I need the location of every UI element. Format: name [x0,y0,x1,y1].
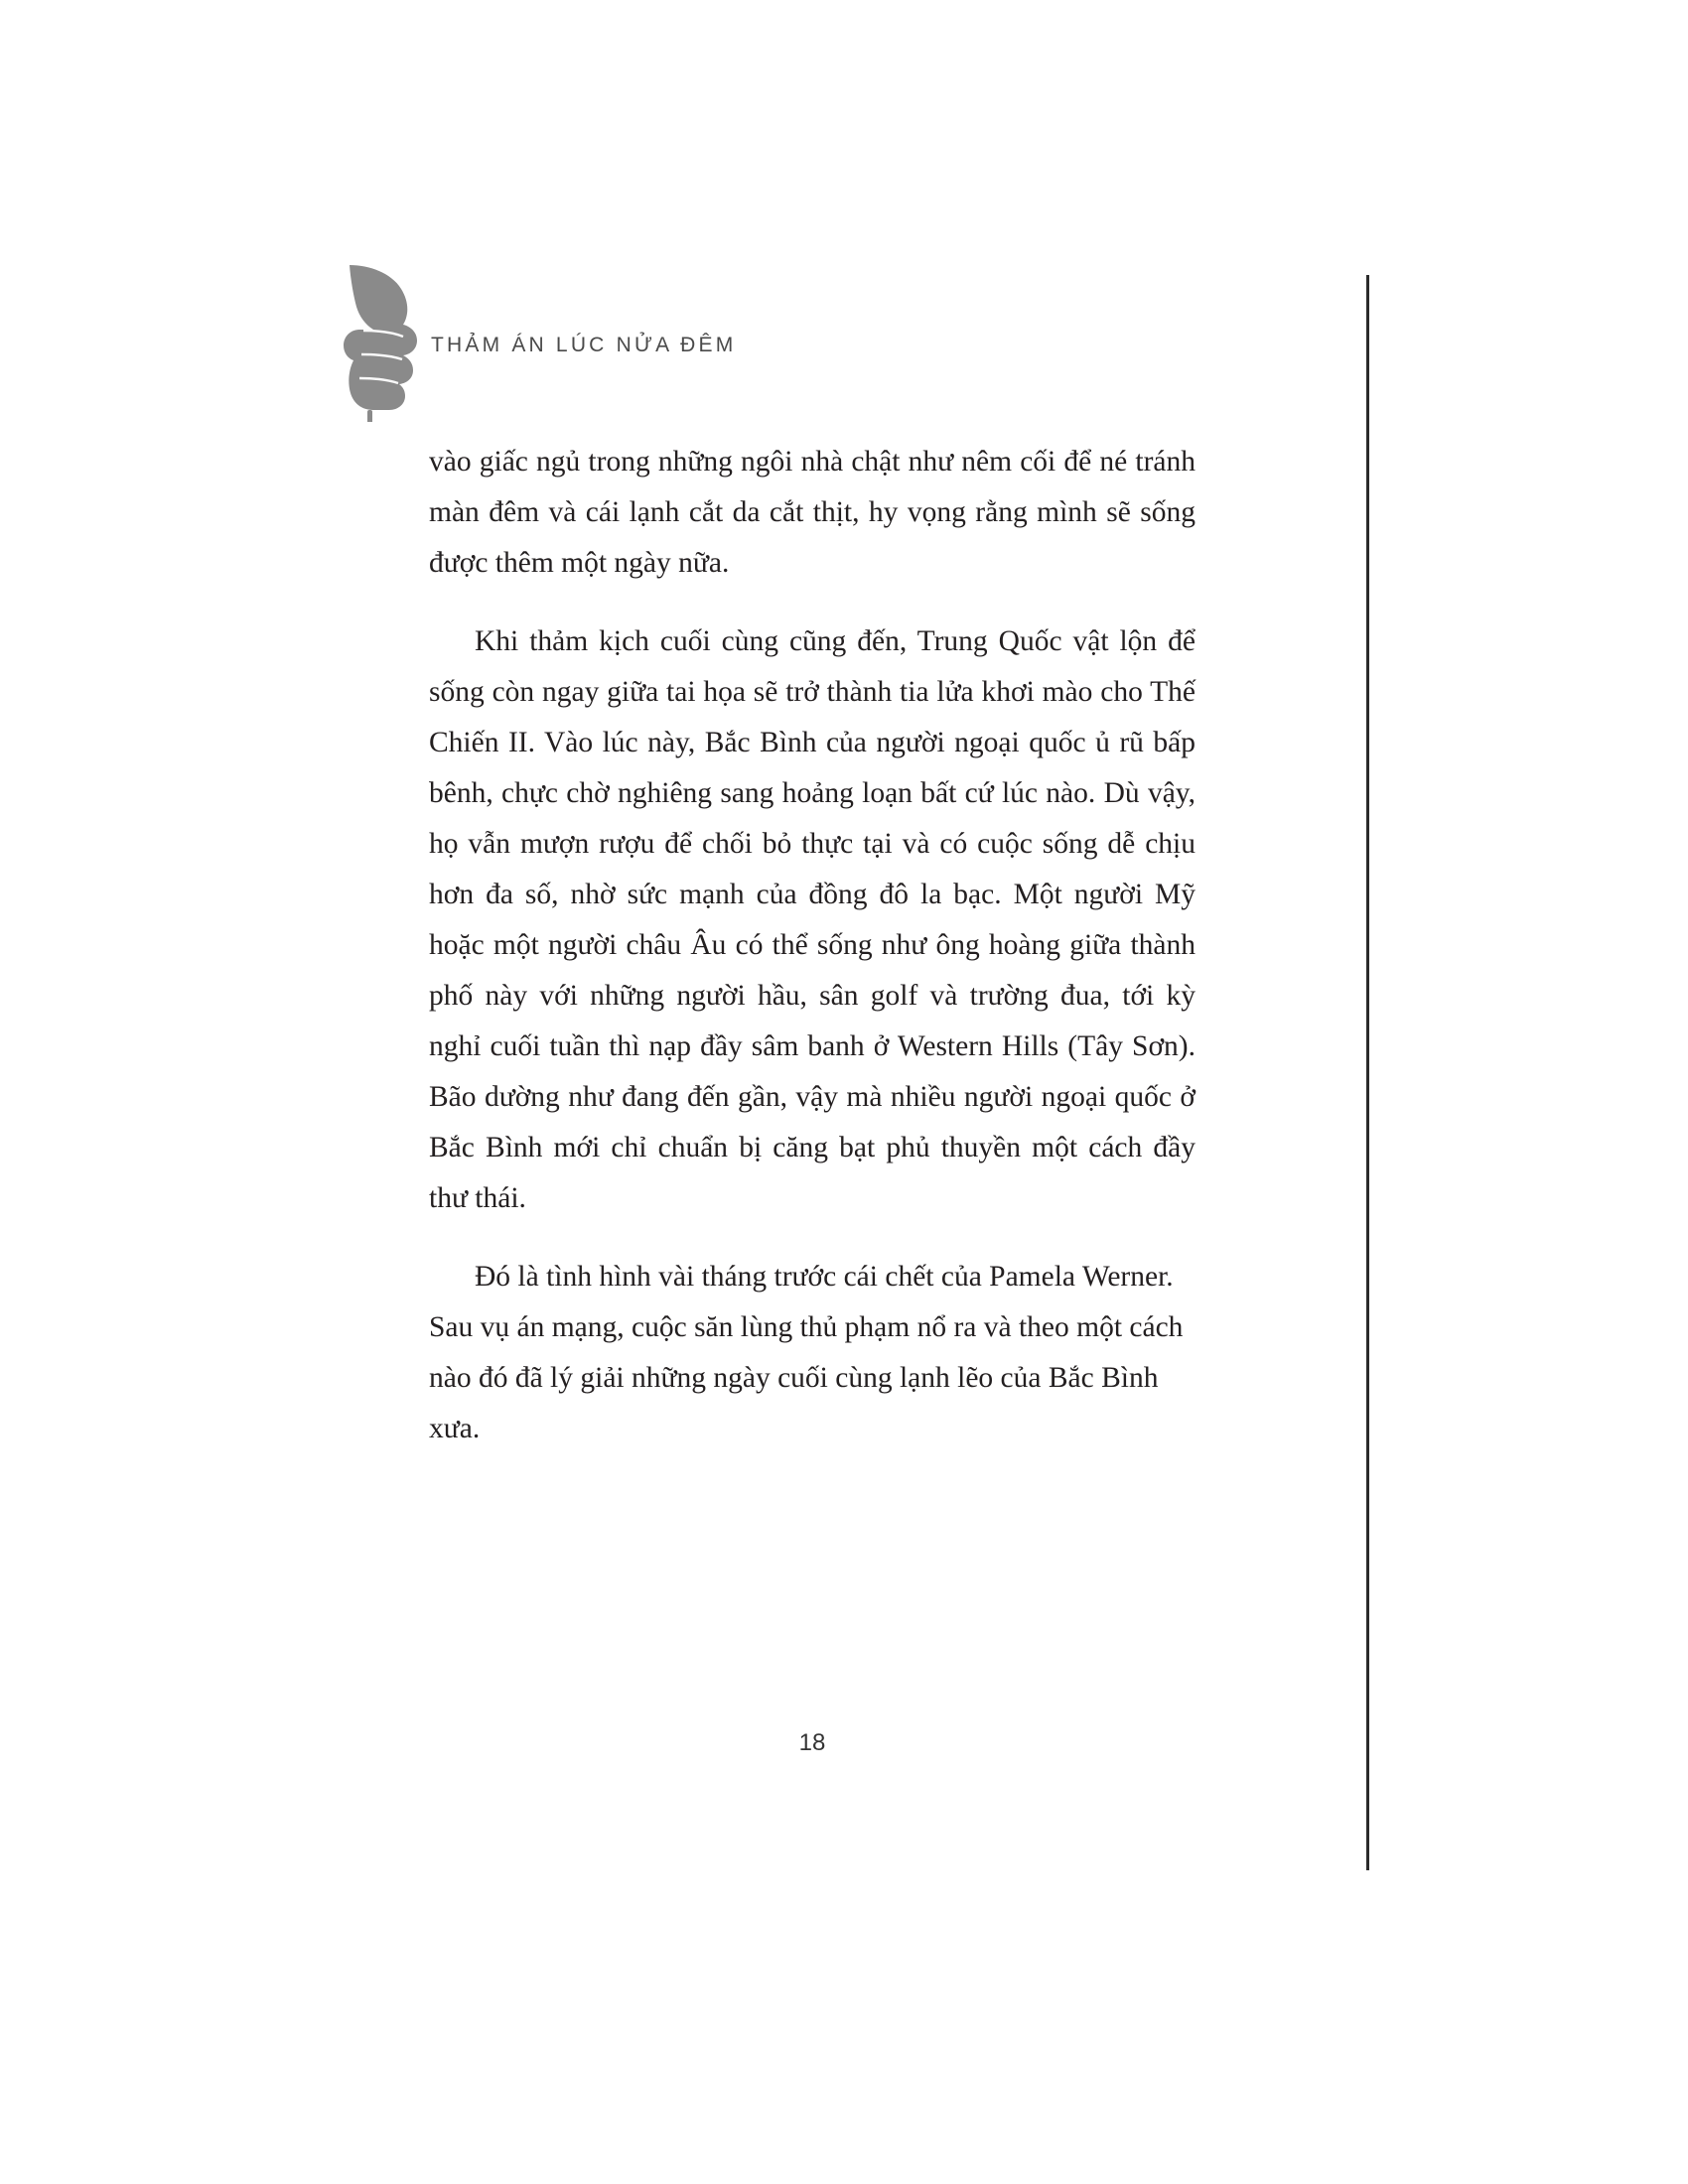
page-edge-rule [1366,275,1369,1870]
paragraph: Đó là tình hình vài tháng trước cái chết của Pamela Werner. Sau vụ án mạng, cuộc săn lùng thủ phạm nổ ra và theo một cách nào đó đã lý giải những ngày cuối cùng lạnh lẽo của Bắc Bình xưa. [429,1261,1184,1444]
page-number: 18 [798,1729,826,1756]
running-head: THẢM ÁN LÚC NỬA ĐÊM [431,334,737,356]
body-text [429,437,1196,1454]
pointing-hand-icon [340,263,429,422]
paragraph: Khi thảm kịch cuối cùng cũng đến, Trung Quốc vật lộn để sống còn ngay giữa tai họa sẽ trở thành tia lửa khơi mào cho Thế Chiến II. Vào lúc này, Bắc Bình của người ngoại quốc ủ rũ bấp bênh, chực chờ nghiêng sang hoảng loạn bất cứ lúc nào. Dù vậy, họ vẫn mượn rượu để chối bỏ thực tại và có cuộc sống dễ chịu hơn đa số, nhờ sức mạnh của đồng đô la bạc. Một người Mỹ hoặc một người châu Âu có thể sống như ông hoàng giữa thành phố này với những người hầu, sân golf và trường đua, tới kỳ nghỉ cuối tuần thì nạp đầy sâm banh ở Western Hills (Tây Sơn). Bão dường như đang đến gần, vậy mà nhiều người ngoại quốc ở Bắc Bình mới chỉ chuẩn bị căng bạt phủ thuyền một cách đầy thư thái. [429,625,1196,1214]
paragraph: vào giấc ngủ trong những ngôi nhà chật như nêm cối để né tránh màn đêm và cái lạnh cắt da cắt thịt, hy vọng rằng mình sẽ sống được thêm một ngày nữa. [429,446,1196,579]
